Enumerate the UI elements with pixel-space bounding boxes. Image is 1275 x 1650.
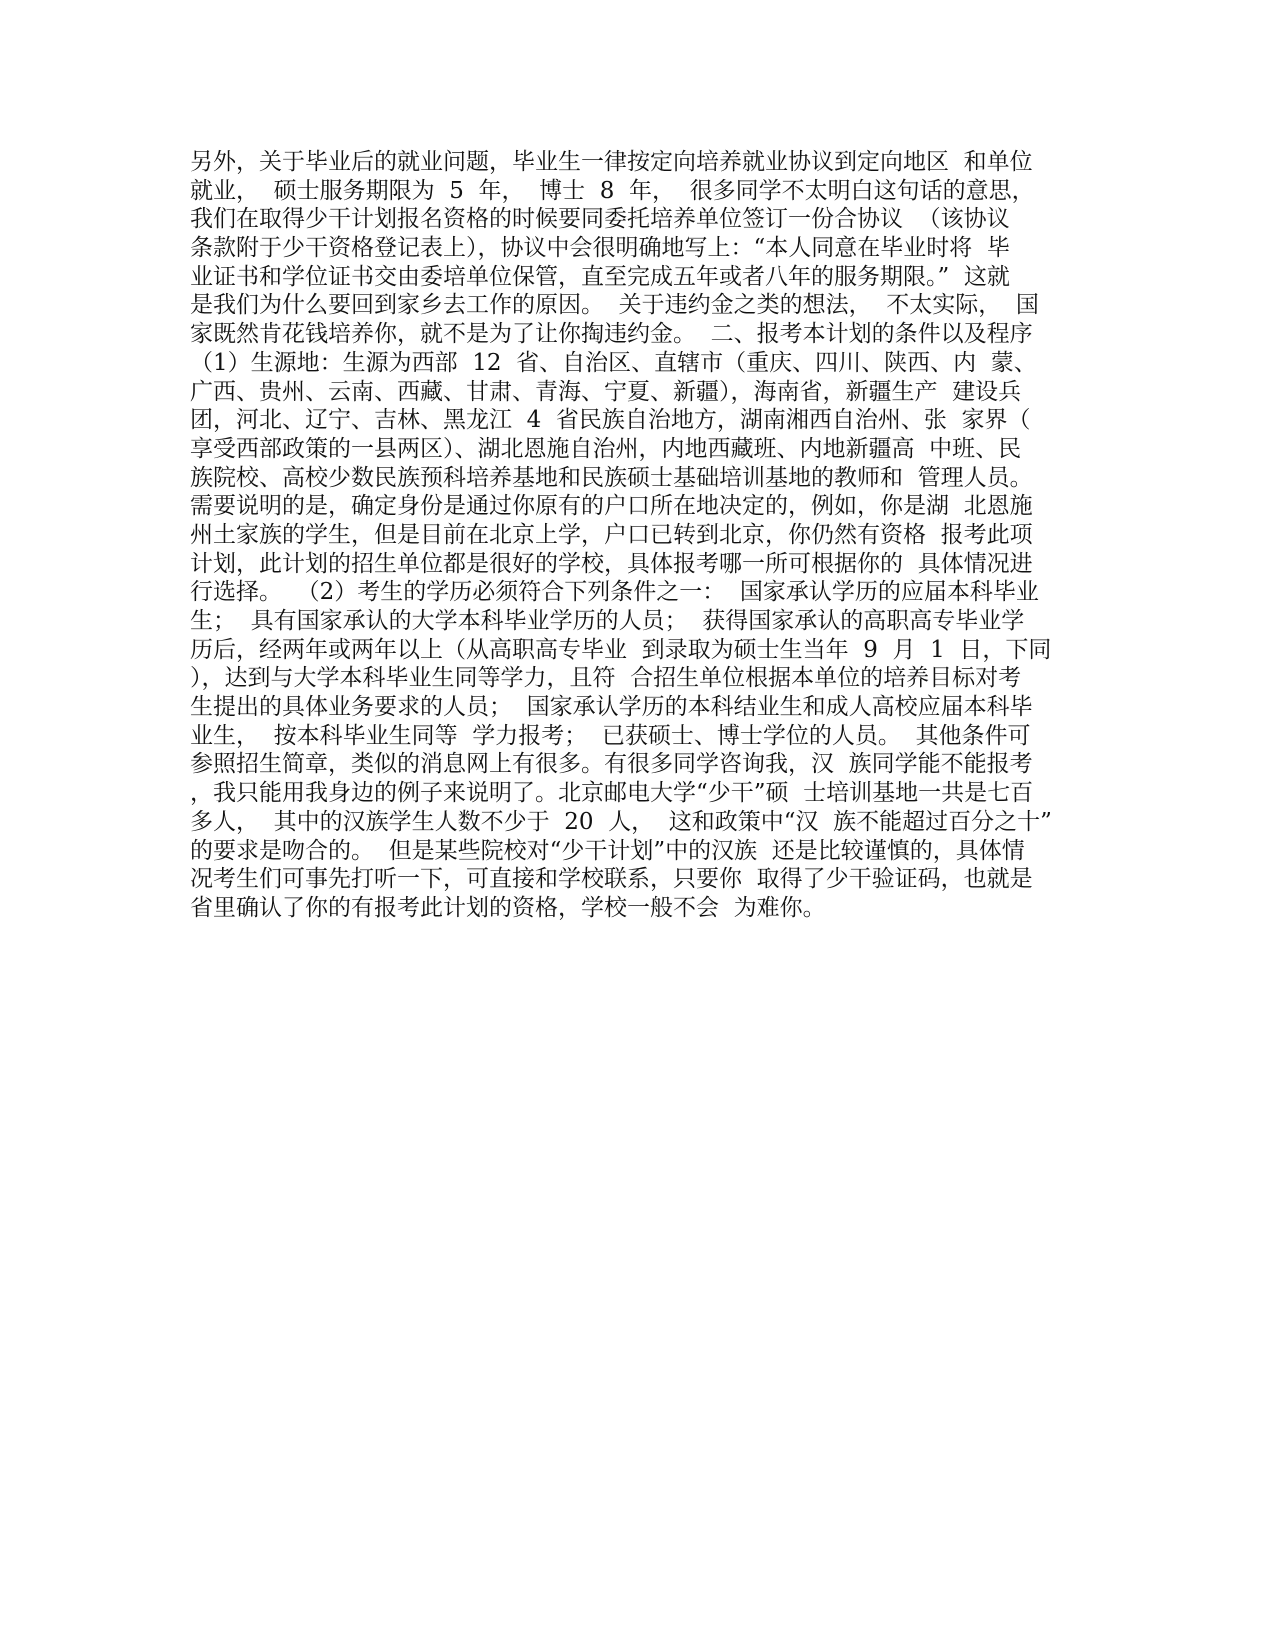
text-line: 享受西部政策的一县两区）、湖北恩施自治州，内地西藏班、内地新疆高 中班、民 [190,435,1022,462]
text-line: 参照招生简章，类似的消息网上有很多。有很多同学咨询我，汉 族同学能不能报考 [190,751,1033,778]
text-line: 团，河北、辽宁、吉林、黑龙江 4 省民族自治地方，湖南湘西自治州、张 家界（ [190,407,1031,434]
text-line: 生提出的具体业务要求的人员； 国家承认学历的本科结业生和成人高校应届本科毕 [190,694,1033,721]
text-line: 况考生们可事先打听一下，可直接和学校联系，只要你 取得了少干验证码，也就是 [190,866,1033,893]
text-line: ，我只能用我身边的例子来说明了。北京邮电大学“少干”硕 士培训基地一共是七百 [190,780,1034,807]
text-line: 历后，经两年或两年以上（从高职高专毕业 到录取为硕士生当年 9 月 1 日，下同 [190,636,1052,663]
body-text [190,148,1100,923]
text-line: 是我们为什么要回到家乡去工作的原因。 关于违约金之类的想法， 不太实际， 国 [190,292,1039,319]
text-line: ），达到与大学本科毕业生同等学力，且符 合招生单位根据本单位的培养目标对考 [190,665,1022,692]
text-line: 族院校、高校少数民族预科培养基地和民族硕士基础培训基地的教师和 管理人员。 [190,464,1033,491]
text-line: 我们在取得少干计划报名资格的时候要同委托培养单位签订一份合协议 （该协议 [190,206,1010,233]
text-line: 家既然肯花钱培养你，就不是为了让你掏违约金。 二、报考本计划的条件以及程序 [190,321,1033,348]
text-line: 州土家族的学生，但是目前在北京上学，户口已转到北京，你仍然有资格 报考此项 [190,521,1033,548]
text-line: 业生， 按本科毕业生同等 学力报考； 已获硕士、博士学位的人员。 其他条件可 [190,722,1031,749]
text-line: 多人， 其中的汉族学生人数不少于 20 人， 这和政策中“汉 族不能超过百分之十” [190,808,1052,835]
text-line: 省里确认了你的有报考此计划的资格，学校一般不会 为难你。 [190,894,826,921]
text-line: （1）生源地：生源为西部 12 省、自治区、直辖市（重庆、四川、陕西、内 蒙、 [190,349,1037,376]
text-line: 业证书和学位证书交由委培单位保管，直至完成五年或者八年的服务期限。” 这就 [190,263,1010,290]
text-line: 生； 具有国家承认的大学本科毕业学历的人员； 获得国家承认的高职高专毕业学 [190,608,1025,634]
text-line: 就业， 硕士服务期限为 5 年， 博士 8 年， 很多同学不太明白这句话的意思， [190,177,1035,204]
text-line: 的要求是吻合的。 但是某些院校对“少干计划”中的汉族 还是比较谨慎的，具体情 [190,837,1025,864]
text-line: 条款附于少干资格登记表上），协议中会很明确地写上：“本人同意在毕业时将 毕 [190,235,1010,262]
text-line: 广西、贵州、云南、西藏、甘肃、青海、宁夏、新疆），海南省，新疆生产 建设兵 [190,378,1022,405]
text-line: 另外，关于毕业后的就业问题，毕业生一律按定向培养就业协议到定向地区 和单位 [190,149,1033,175]
text-line: 需要说明的是，确定身份是通过你原有的户口所在地决定的，例如，你是湖 北恩施 [190,493,1033,520]
text-line: 计划，此计划的招生单位都是很好的学校，具体报考哪一所可根据你的 具体情况进 [190,550,1033,577]
text-line: 行选择。 （2）考生的学历必须符合下列条件之一： 国家承认学历的应届本科毕业 [190,579,1039,606]
